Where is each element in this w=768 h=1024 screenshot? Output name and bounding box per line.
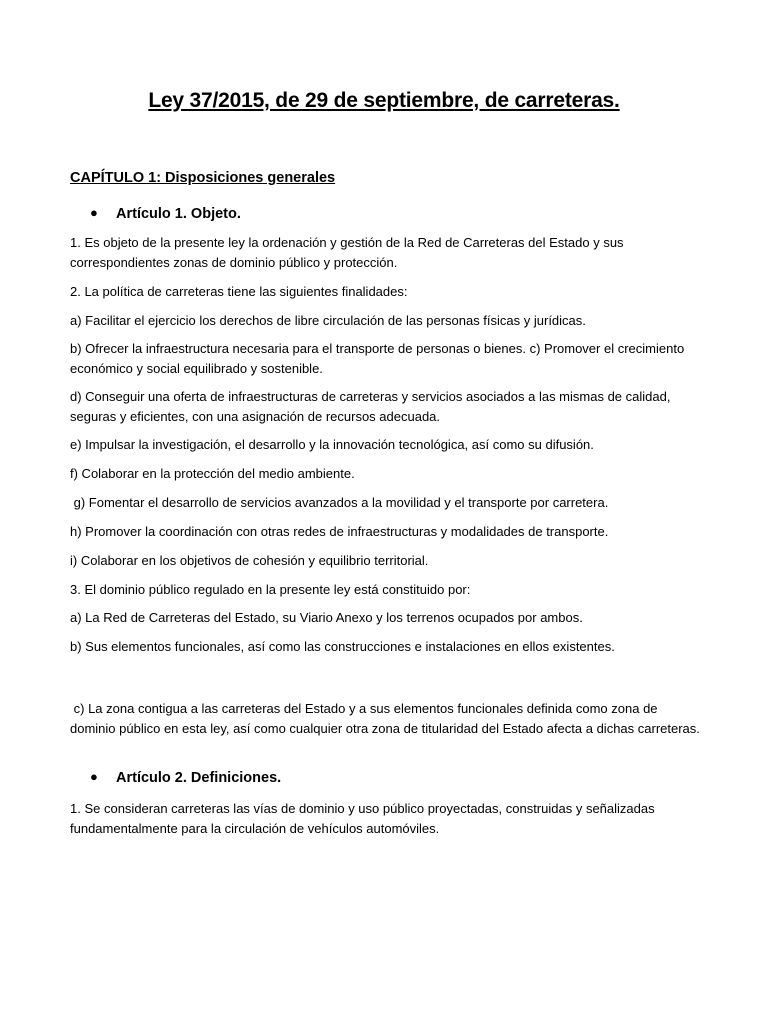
article-1-heading [90,205,241,222]
paragraph: 1. Se consideran carreteras las vías de dominio y uso público proyectadas, construidas y señalizadas fundamentalmente para la circulación de vehículos automóviles. [70,801,655,836]
chapter-heading: CAPÍTULO 1: Disposiciones generales [70,170,336,186]
paragraph: b) Sus elementos funcionales, así como las construcciones e instalaciones en ellos existentes. [70,639,615,654]
paragraph: i) Colaborar en los objetivos de cohesión y equilibrio territorial. [70,553,429,568]
bullet-icon: ● [90,205,98,220]
paragraph: 2. La política de carreteras tiene las siguientes finalidades: [70,284,408,299]
paragraph: 3. El dominio público regulado en la presente ley está constituido por: [70,582,471,597]
paragraph: a) La Red de Carreteras del Estado, su Viario Anexo y los terrenos ocupados por ambos. [70,610,583,625]
paragraph: b) Ofrecer la infraestructura necesaria para el transporte de personas o bienes. c) Promover el crecimiento económico y social equilibrado y sostenible. [70,341,685,376]
paragraph: f) Colaborar en la protección del medio ambiente. [70,466,355,481]
article-1-title: Artículo 1. Objeto. [116,206,241,222]
paragraph: 1. Es objeto de la presente ley la ordenación y gestión de la Red de Carreteras del Estado y sus correspondientes zonas de dominio público y protección. [70,235,624,270]
article-2-title: Artículo 2. Definiciones. [116,770,282,786]
paragraph: c) La zona contigua a las carreteras del Estado y a sus elementos funcionales definida como zona de dominio público en esta ley, así como cualquier otra zona de titularidad del Estado afecta a dichas carreteras. [70,701,700,736]
article-2-heading [90,769,281,786]
bullet-icon: ● [90,769,98,784]
paragraph: e) Impulsar la investigación, el desarrollo y la innovación tecnológica, así como su difusión. [70,437,594,452]
paragraph: g) Fomentar el desarrollo de servicios avanzados a la movilidad y el transporte por carretera. [70,495,609,510]
document-title: Ley 37/2015, de 29 de septiembre, de carreteras. [148,89,620,112]
paragraph: a) Facilitar el ejercicio los derechos de libre circulación de las personas físicas y jurídicas. [70,313,586,328]
paragraph: d) Conseguir una oferta de infraestructuras de carreteras y servicios asociados a las mismas de calidad, seguras y eficientes, con una asignación de recursos adecuada. [70,389,671,424]
paragraph: h) Promover la coordinación con otras redes de infraestructuras y modalidades de transporte. [70,524,609,539]
